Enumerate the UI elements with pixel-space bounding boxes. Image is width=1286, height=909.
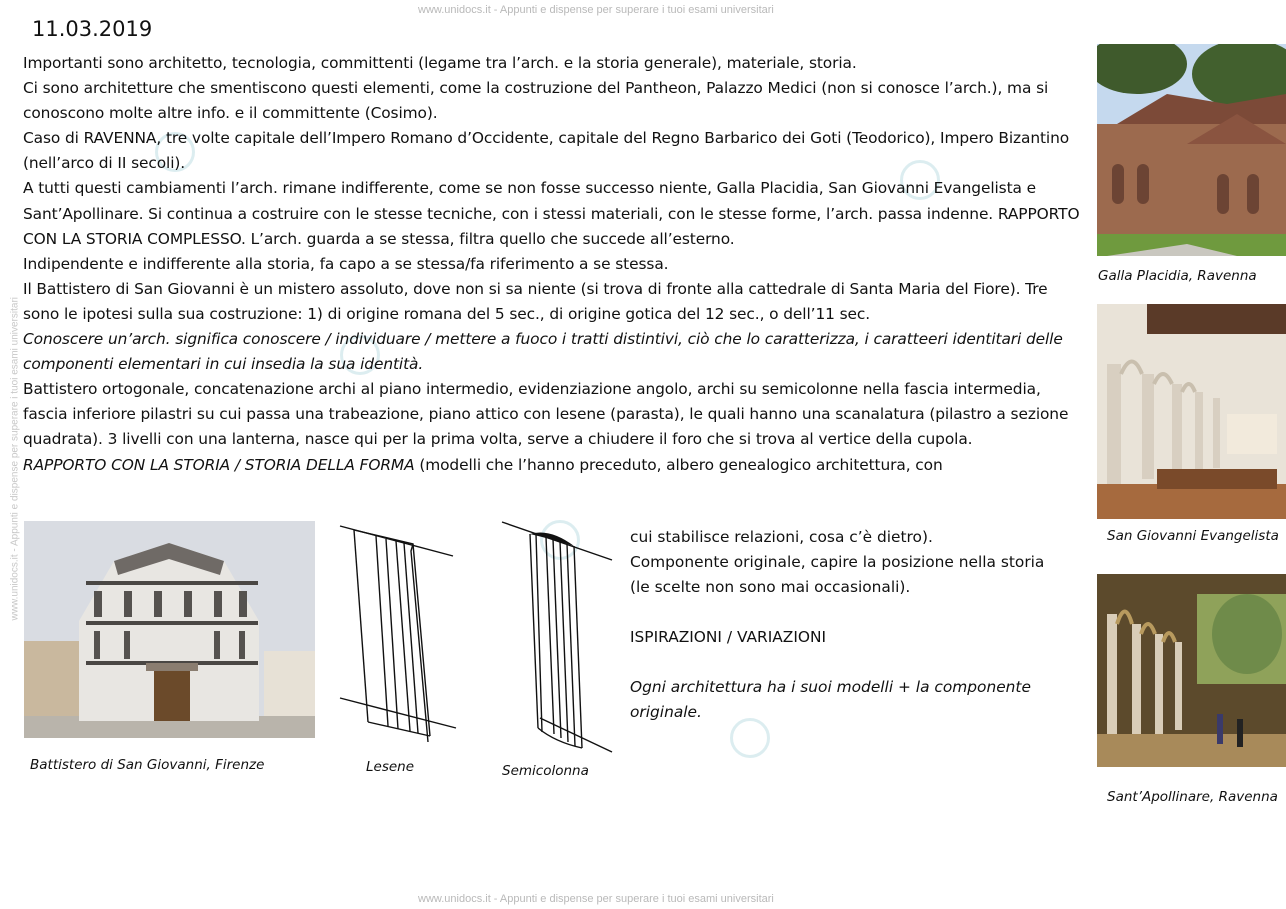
main-text	[23, 51, 1085, 478]
san-giovanni-evangelista-photo	[1097, 304, 1286, 519]
battistero-photo	[24, 521, 315, 738]
galla-placidia-photo	[1097, 44, 1286, 256]
paragraph-italic: Conoscere un’arch. significa conoscere / individuare / mettere a fuoco i tratti distintivi, ciò che lo caratterizza, i caratteeri identitari delle componenti elementari in cui insedia la sua identità.	[23, 330, 1063, 374]
paragraph: Battistero ortogonale, concatenazione archi al piano intermedio, evidenziazione angolo, archi su semicolonne nella fascia intermedia, fascia inferiore pilastri su cui passa una trabeazione, piano attico con lesene (parasta), le quali hanno una scanalatura (pilastro a sezione quadrata). 3 livelli con una lanterna, nasce qui per la prima volta, serve a chiudere il foro che si trova al vertice della cupola.	[23, 380, 1069, 449]
caption-sant-apollinare: Sant’Apollinare, Ravenna	[1107, 789, 1278, 805]
paragraph-last-line	[23, 453, 1085, 478]
side-line: Componente originale, capire la posizione nella storia (le scelte non sono mai occasionali).	[630, 553, 1045, 597]
caption-san-giovanni: San Giovanni Evangelista	[1107, 528, 1279, 544]
watermark-side: www.unidocs.it - Appunti e dispense per superare i tuoi esami universitari	[9, 297, 21, 621]
paragraph: Ci sono architetture che smentiscono questi elementi, come la costruzione del Pantheon, Palazzo Medici (non si conosce l’arch.), ma si conoscono molte altre info. e il committente (Cosimo).	[23, 79, 1049, 123]
continued-text: (modelli che l’hanno preceduto, albero genealogico architettura, con	[414, 455, 943, 474]
italic-phrase: RAPPORTO CON LA STORIA / STORIA DELLA FORMA	[23, 455, 415, 474]
paragraph: Il Battistero di San Giovanni è un mistero assoluto, dove non si sa niente (si trova di fronte alla cattedrale di Santa Maria del Fiore). Tre sono le ipotesi sulla sua costruzione: 1) di origine romana del 5 sec., di origine gotica del 12 sec., o dell’11 sec.	[23, 279, 1048, 323]
watermark-top: www.unidocs.it - Appunti e dispense per superare i tuoi esami universitari	[418, 4, 774, 16]
paragraph: Indipendente e indifferente alla storia, fa capo a se stessa/fa riferimento a se stessa.	[23, 254, 669, 273]
section-heading: ISPIRAZIONI / VARIAZIONI	[630, 628, 827, 647]
paragraph: Caso di RAVENNA, tre volte capitale dell’Impero Romano d’Occidente, capitale del Regno Barbarico dei Goti (Teodorico), Impero Bizantino (nell’arco di II secoli).	[23, 129, 1070, 173]
caption-semicolonna: Semicolonna	[502, 763, 589, 779]
paragraph: A tutti questi cambiamenti l’arch. rimane indifferente, come se non fosse successo niente, Galla Placidia, San Giovanni Evangelista e Sant’Apollinare. Si continua a costruire con le stesse tecniche, con i stessi materiali, con le stesse forme, l’arch. passa indenne. RAPPORTO CON LA STORIA COMPLESSO. L’arch. guarda a se stessa, filtra quello che succede all’esterno.	[23, 179, 1080, 248]
caption-galla-placidia: Galla Placidia, Ravenna	[1098, 268, 1257, 284]
side-text	[630, 525, 1080, 726]
semicolonna-drawing	[500, 520, 615, 755]
watermark-bottom: www.unidocs.it - Appunti e dispense per superare i tuoi esami universitari	[418, 893, 774, 905]
caption-lesene: Lesene	[366, 759, 415, 775]
paragraph: Importanti sono architetto, tecnologia, committenti (legame tra l’arch. e la storia generale), materiale, storia.	[23, 54, 857, 72]
sant-apollinare-photo	[1097, 574, 1286, 767]
caption-battistero: Battistero di San Giovanni, Firenze	[30, 757, 265, 773]
conclusion-text: Ogni architettura ha i suoi modelli + la componente originale.	[630, 678, 1031, 722]
page-date: 11.03.2019	[32, 17, 153, 41]
side-line: cui stabilisce relazioni, cosa c’è dietro).	[630, 528, 933, 546]
lesene-drawing	[338, 522, 458, 752]
